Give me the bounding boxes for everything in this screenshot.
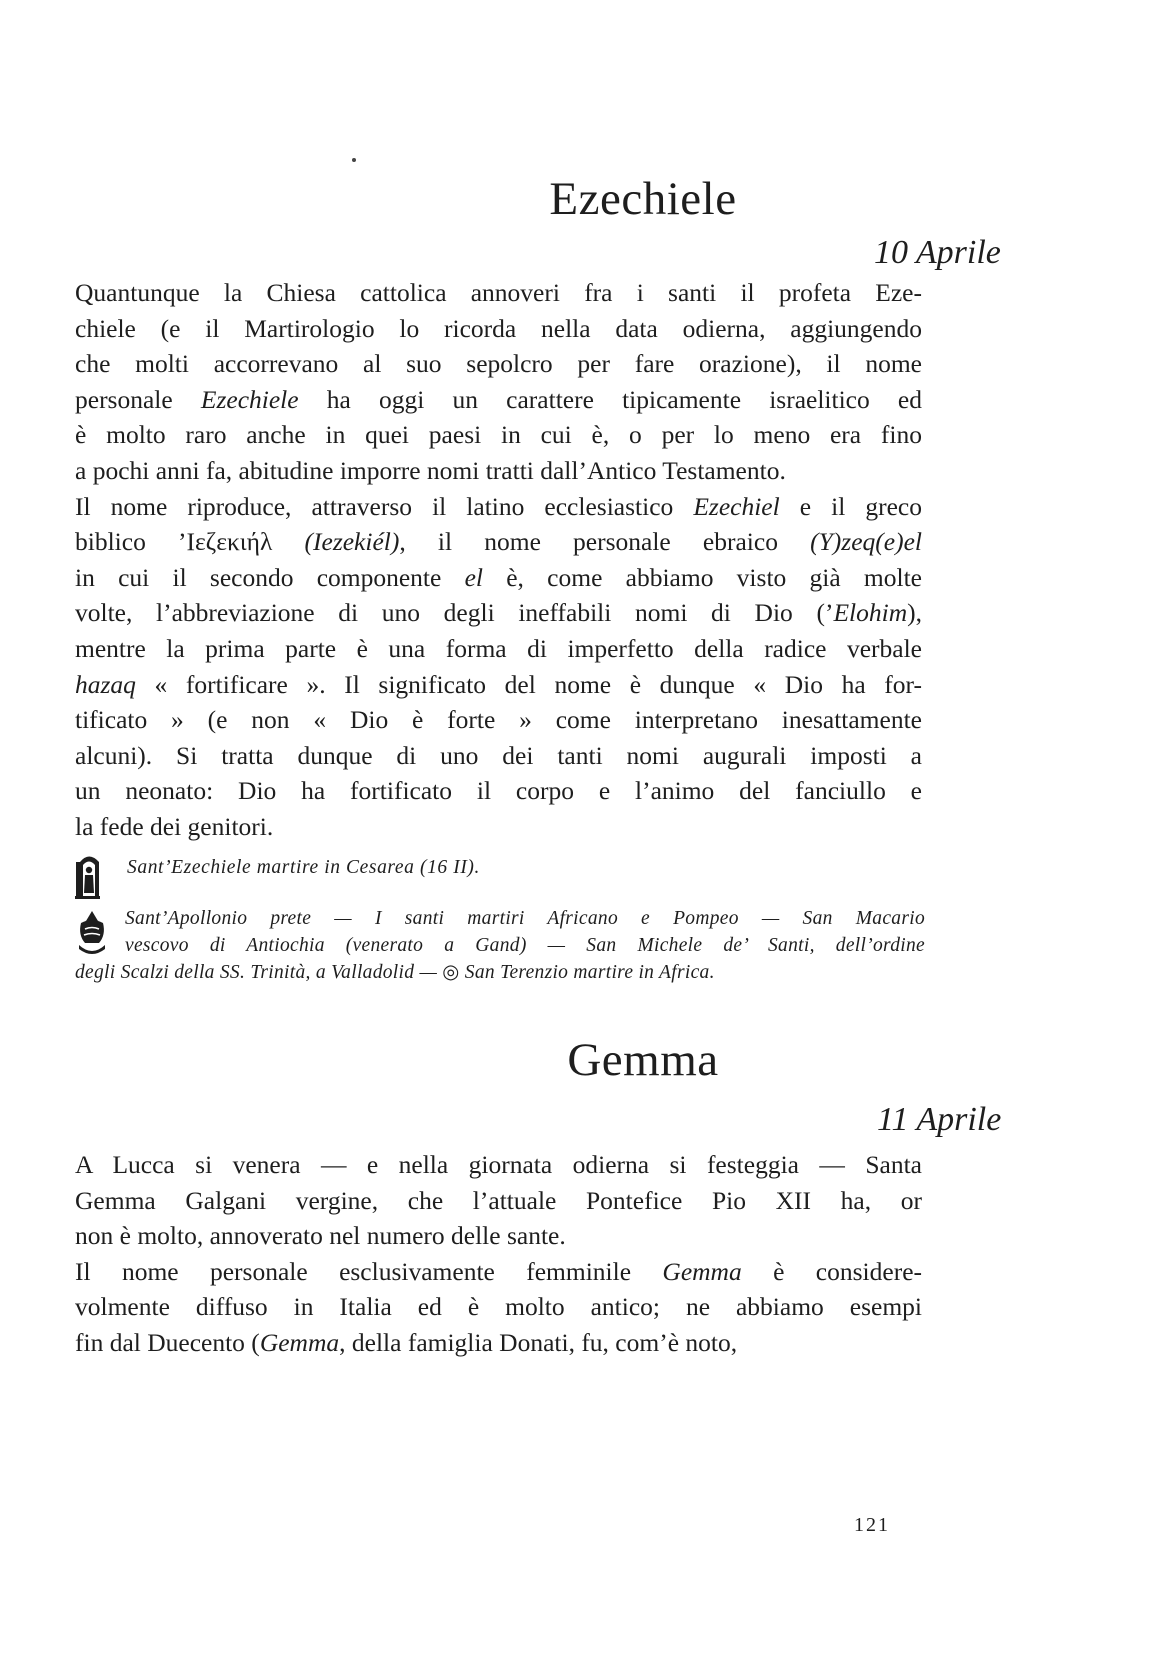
text-line: Quantunque la Chiesa cattolica annoveri fra i santi il profeta Eze- [75,278,922,307]
page-number: 121 [854,1514,890,1536]
entry-title-gemma: Gemma [567,1034,719,1086]
text-line: hazaq « fortificare ». Il significato del nome è dunque « Dio ha for- [75,669,922,699]
saint-figure-icon [75,853,103,899]
text-line: Il nome riproduce, attraverso il latino ecclesiastico Ezechiel e il greco [75,491,922,521]
text-line: in cui il secondo componente el è, come abbiamo visto già molte [75,562,922,592]
text-line: mentre la prima parte è una forma di imperfetto della radice verbale [75,633,922,663]
italic-term: Ezechiele [200,384,299,414]
entry-date-ezechiele: 10 Aprile [874,234,1001,271]
saint-note-row [75,853,925,903]
text-line: alcuni). Si tratta dunque di uno dei tanti nomi augurali imposti a [75,740,922,770]
text-line: tificato » (e non « Dio è forte » come interpretano inesattamente [75,705,922,735]
text-line: è molto raro anche in quei paesi in cui è, o per lo meno era fino [75,420,922,450]
text-line: chiele (e il Martirologio lo ricorda nella data odierna, aggiungendo [75,313,922,343]
text-line: la fede dei genitori. [75,811,274,841]
italic-term: (Y)zeq(e)el [810,527,922,557]
bishop-crest-icon [75,909,109,957]
note-line: degli Scalzi della SS. Trinità, a Valladolid — ◎ San Terenzio martire in Africa. [75,962,715,983]
text-line: un neonato: Dio ha fortificato il corpo e l’animo del fanciullo e [75,776,922,806]
text-line: fin dal Duecento (Gemma, della famiglia Donati, fu, com’è noto, [75,1327,738,1357]
note-line: Sant’Apollonio prete — I santi martiri Africano e Pompeo — San Macario [125,908,925,929]
italic-term: Elohim [833,598,908,628]
italic-term: Ezechiel [693,491,780,521]
italic-term: Gemma [662,1256,742,1286]
ink-dot [352,158,356,162]
text-line: personale Ezechiele ha oggi un carattere tipicamente israelitico ed [75,384,922,414]
entry-date-gemma: 11 Aprile [877,1101,1002,1138]
entry-body-gemma [75,1147,922,1361]
text-line: volte, l’abbreviazione di uno degli ineffabili nomi di Dio (’Elohim), [75,598,922,628]
text-line: non è molto, annoverato nel numero delle sante. [75,1221,566,1251]
note-line: vescovo di Antiochia (venerato a Gand) — San Michele de’ Santi, dell’ordine [125,935,925,956]
other-saints-note [75,905,925,986]
text-line: a pochi anni fa, abitudine imporre nomi tratti dall’Antico Testamento. [75,455,786,485]
entry-title-ezechiele: Ezechiele [549,173,737,225]
text-line: che molti accorrevano al suo sepolcro per fare orazione), il nome [75,349,922,379]
italic-term: hazaq [75,669,136,699]
text-line: volmente diffuso in Italia ed è molto antico; ne abbiamo esempi [75,1292,922,1322]
saint-note: Sant’Ezechiele martire in Cesarea (16 II). [127,857,481,878]
text-line: Gemma Galgani vergine, che l’attuale Pontefice Pio XII ha, or [75,1185,922,1215]
text-line: Il nome personale esclusivamente femminile Gemma è considere- [75,1256,923,1286]
entry-body-ezechiele [75,275,922,845]
italic-term: (Iezekiél) [304,527,400,557]
italic-term: el [464,562,483,592]
text-line: biblico ’Ιεζεκιήλ (Iezekiél), il nome personale ebraico (Y)zeq(e)el [75,527,922,557]
italic-term: Gemma [259,1327,340,1357]
text-line: A Lucca si venera — e nella giornata odierna si festeggia — Santa [75,1150,922,1179]
